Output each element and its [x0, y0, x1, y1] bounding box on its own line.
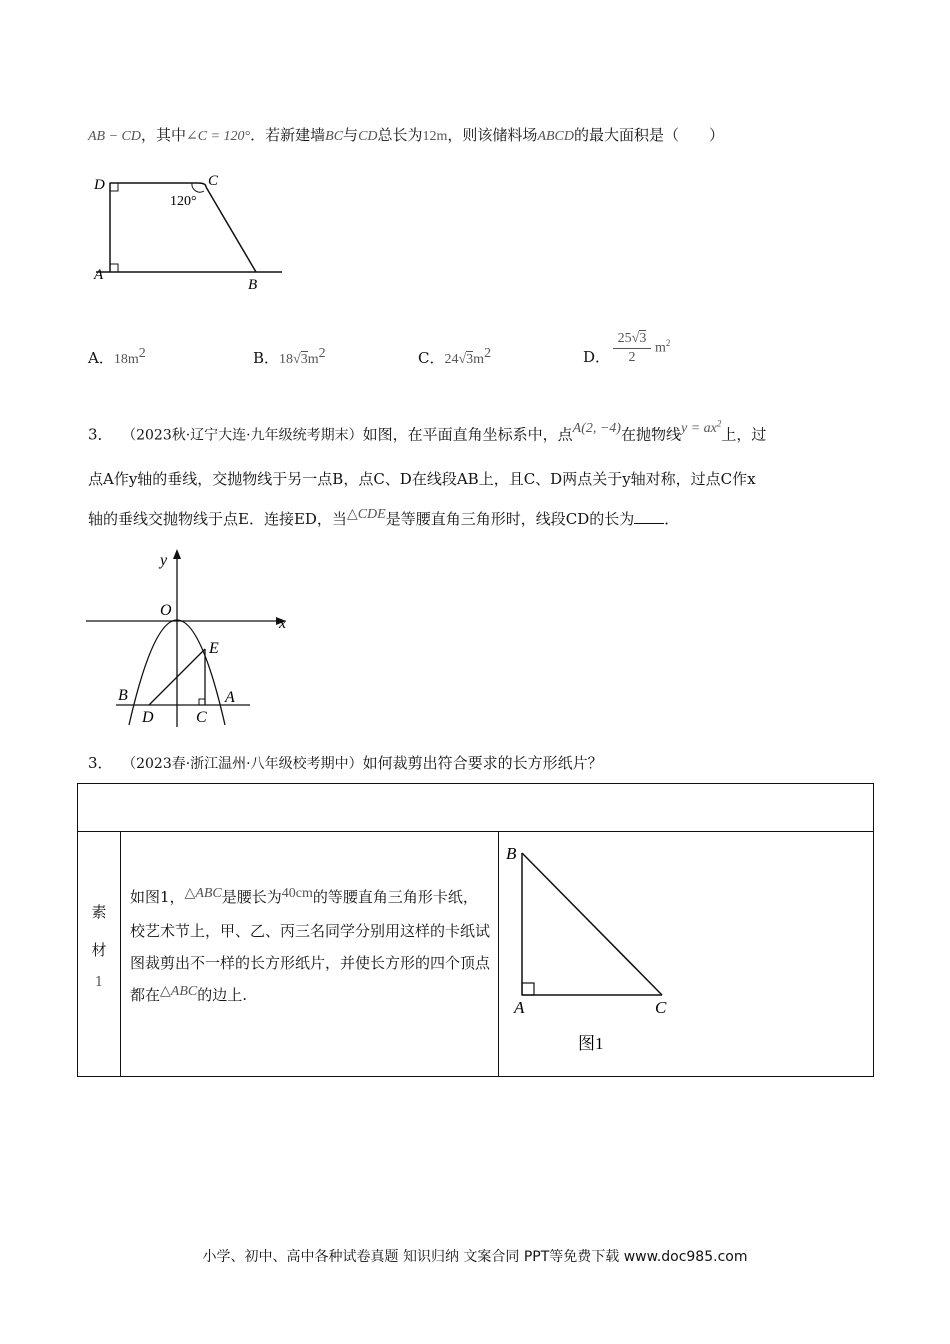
label-d: D [94, 177, 105, 193]
row-label-cell [78, 831, 121, 1077]
row-label-char-1: 素 [91, 903, 107, 921]
text-fragment: ．若新建墙 [250, 126, 326, 144]
option-d-sup: 2 [665, 338, 671, 348]
option-b-label: B． [253, 349, 280, 367]
option-b-sup: 2 [318, 346, 326, 361]
label-x: x [279, 615, 287, 632]
option-d-fraction [613, 330, 651, 367]
q3a-line1 [88, 420, 766, 448]
label-o: O [160, 602, 172, 619]
label-c: C [208, 173, 219, 189]
option-d-num-coef: 25 [617, 331, 632, 346]
text-fragment: 总长为 [377, 126, 423, 144]
math-12m: 12m [422, 129, 448, 144]
option-c[interactable] [418, 346, 491, 368]
option-c-sup: 2 [484, 346, 492, 361]
sqrt-icon: √ [631, 331, 640, 346]
option-d-num-radicand: 3 [639, 331, 647, 346]
label-d: D [142, 709, 154, 726]
q2-text-line [88, 124, 724, 148]
parabola-figure [80, 545, 300, 730]
text-fragment: 如图1， [130, 888, 185, 906]
option-b[interactable] [253, 346, 326, 368]
text-fragment: 上，过 [721, 425, 767, 444]
math-parabola: y = ax [680, 420, 717, 436]
option-a-value: 18m [113, 352, 139, 367]
q3b-number: 3． [88, 754, 113, 772]
option-c-coef: 24 [444, 352, 459, 367]
page-footer: 小学、初中、高中各种试卷真题 知识归纳 文案合同 PPT等免费下载 www.doc985.com [202, 1249, 748, 1265]
sqrt-icon: √ [458, 352, 467, 367]
answer-blank[interactable] [634, 509, 664, 524]
option-b-radicand: 3 [300, 352, 308, 367]
text-fragment: 是腰长为 [221, 888, 282, 906]
option-d-numerator [613, 330, 651, 349]
figure-caption: 图1 [578, 1034, 604, 1053]
table-header-row [78, 784, 873, 832]
option-c-label: C． [418, 349, 445, 367]
math-angle-c: ∠C = 120° [186, 129, 251, 144]
math-parabola-sup: 2 [716, 418, 722, 428]
option-d-unit-group [655, 338, 670, 357]
label-b: B [506, 844, 517, 863]
trapezoid-figure [88, 165, 288, 295]
q3a-line3 [88, 508, 679, 532]
q3b-source: （2023春·浙江温州·八年级校考期中） [122, 756, 363, 772]
option-a-sup: 2 [138, 346, 146, 361]
label-angle: 120° [170, 194, 197, 209]
description-text [130, 881, 490, 1013]
sqrt-icon: √ [293, 352, 301, 367]
label-e: E [209, 640, 219, 657]
math-triangle-cde: △CDE [346, 507, 386, 522]
row-label-char-3: 1 [94, 975, 104, 990]
text-fragment: 是等腰直角三角形时，线段CD的长为 [385, 510, 635, 528]
label-a: A [94, 267, 104, 283]
label-c: C [196, 709, 207, 726]
q3b-question: 如何裁剪出符合要求的长方形纸片？ [362, 754, 603, 772]
material-table [77, 783, 874, 1077]
text-fragment: 如图，在平面直角坐标系中，点 [362, 425, 573, 444]
description-cell [120, 831, 499, 1077]
text-fragment: 的等腰直角三角形卡纸，校艺术节上，甲、乙、丙三名同学分别用这样的卡纸试图裁剪出不一样的长方形纸片，并使长方形的四个顶点都在 [130, 888, 491, 1004]
label-c: C [655, 998, 667, 1017]
label-b: B [118, 687, 128, 704]
option-c-radicand: 3 [466, 352, 474, 367]
row-label-char-2: 材 [91, 941, 107, 959]
text-fragment: ． [664, 510, 680, 528]
option-d-denominator: 2 [628, 350, 636, 365]
q3a-line2: 点A作y轴的垂线，交抛物线于另一点B，点C、D在线段AB上，且C、D两点关于y轴对称，过点C作x [88, 470, 756, 488]
math-ab-cd: AB − CD [88, 129, 141, 144]
math-bc: BC [325, 129, 344, 144]
figure-cell [498, 831, 874, 1077]
option-a-label: A． [88, 349, 114, 367]
math-triangle-abc: △ABC [160, 984, 198, 999]
option-a[interactable] [88, 346, 146, 368]
option-b-coef: 18 [279, 352, 294, 367]
text-fragment: 的边上. [197, 986, 248, 1004]
text-fragment: 在抛物线 [620, 425, 681, 444]
text-fragment: 的最大面积是（ ） [574, 126, 725, 144]
option-c-unit: m [473, 352, 485, 367]
text-fragment: ，其中 [141, 126, 187, 144]
right-triangle-figure [498, 831, 874, 1077]
option-b-unit: m [307, 352, 319, 367]
math-cd: CD [358, 129, 378, 144]
text-fragment: ，则该储料场 [447, 126, 538, 144]
label-b: B [248, 277, 258, 293]
option-d-label: D． [583, 348, 611, 366]
option-d-unit: m [655, 340, 666, 356]
q3a-source: （2023秋·辽宁大连·九年级统考期末） [122, 427, 363, 444]
label-a: A [225, 689, 235, 706]
text-fragment: 轴的垂线交抛物线于点E．连接ED，当 [88, 510, 347, 528]
math-point-a: A(2, −4) [572, 420, 621, 436]
text-fragment: 与 [343, 126, 359, 144]
label-y: y [160, 552, 168, 569]
math-abcd: ABCD [537, 129, 574, 144]
math-triangle-abc: △ABC [184, 886, 222, 901]
q3b-line1 [88, 752, 603, 775]
q3a-number: 3． [88, 425, 113, 444]
label-a: A [514, 998, 525, 1017]
math-40cm: 40cm [281, 886, 313, 901]
